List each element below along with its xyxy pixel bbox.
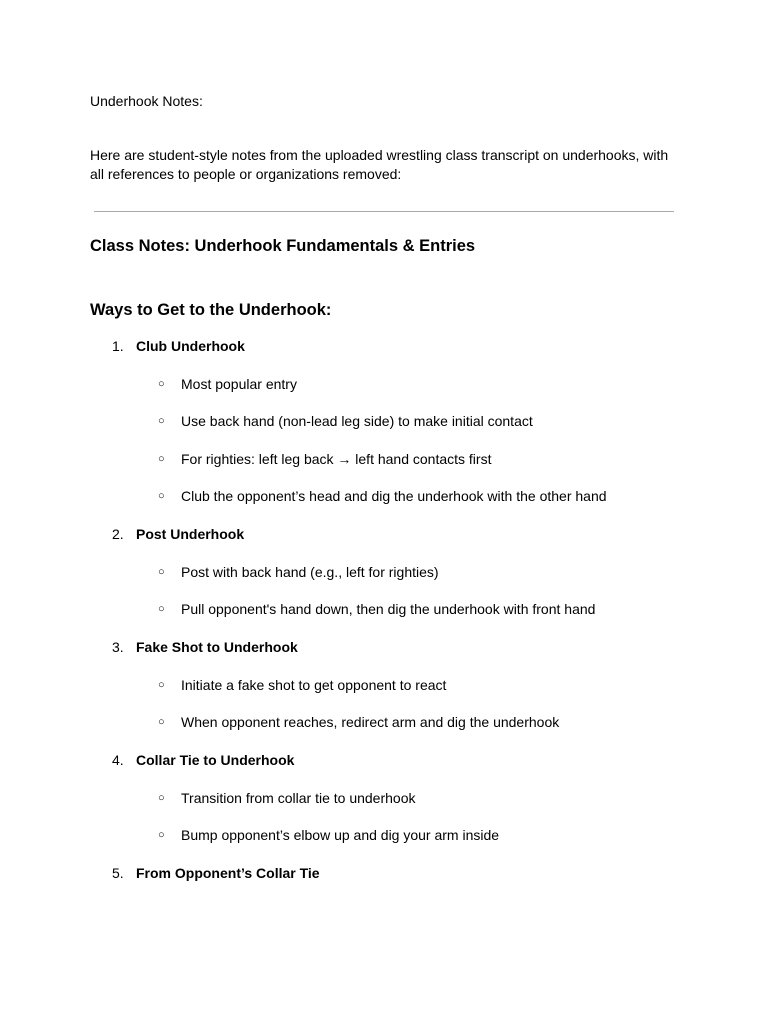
hollow-bullet-icon: ○ xyxy=(158,566,165,578)
hollow-bullet-icon: ○ xyxy=(158,829,165,841)
list-item-title: Post Underhook xyxy=(136,526,245,542)
list-item-title: Club Underhook xyxy=(136,338,245,354)
list-item-number: 2. xyxy=(112,526,124,542)
sub-list-item-text: Club the opponent’s head and dig the underhook with the other hand xyxy=(181,488,607,504)
sub-list-item-text: Most popular entry xyxy=(181,376,297,392)
list-item-number: 3. xyxy=(112,639,124,655)
sub-list-item-text: Initiate a fake shot to get opponent to react xyxy=(181,677,447,693)
sub-list-item-text: Transition from collar tie to underhook xyxy=(181,790,416,806)
list-item-title: From Opponent’s Collar Tie xyxy=(136,865,320,881)
hollow-bullet-icon: ○ xyxy=(158,490,165,502)
section-heading: Class Notes: Underhook Fundamentals & Entries xyxy=(90,237,476,255)
sub-list-item-text: Bump opponent’s elbow up and dig your arm inside xyxy=(181,827,500,843)
sub-list-item-text: Pull opponent's hand down, then dig the underhook with front hand xyxy=(181,601,596,617)
hollow-bullet-icon: ○ xyxy=(158,603,165,615)
sub-list-item-text: Use back hand (non-lead leg side) to make initial contact xyxy=(181,413,533,429)
sub-list-item-text: For righties: left leg back → left hand contacts first xyxy=(181,451,492,467)
list-item-number: 5. xyxy=(112,865,124,881)
subsection-heading: Ways to Get to the Underhook: xyxy=(90,301,332,319)
sub-list-item-text: Post with back hand (e.g., left for righties) xyxy=(181,564,439,580)
list-item-number: 1. xyxy=(112,338,124,354)
hollow-bullet-icon: ○ xyxy=(158,792,165,804)
intro-paragraph: Here are student-style notes from the uploaded wrestling class transcript on underhooks, with all references to people or organizations removed: xyxy=(90,147,669,182)
document-title: Underhook Notes: xyxy=(90,93,203,109)
list-item-number: 4. xyxy=(112,752,124,768)
sub-list-item-text: When opponent reaches, redirect arm and dig the underhook xyxy=(181,714,560,730)
hollow-bullet-icon: ○ xyxy=(158,679,165,691)
horizontal-divider xyxy=(94,211,674,212)
hollow-bullet-icon: ○ xyxy=(158,716,165,728)
hollow-bullet-icon: ○ xyxy=(158,453,165,465)
list-item-title: Fake Shot to Underhook xyxy=(136,639,298,655)
hollow-bullet-icon: ○ xyxy=(158,415,165,427)
hollow-bullet-icon: ○ xyxy=(158,378,165,390)
list-item-title: Collar Tie to Underhook xyxy=(136,752,295,768)
